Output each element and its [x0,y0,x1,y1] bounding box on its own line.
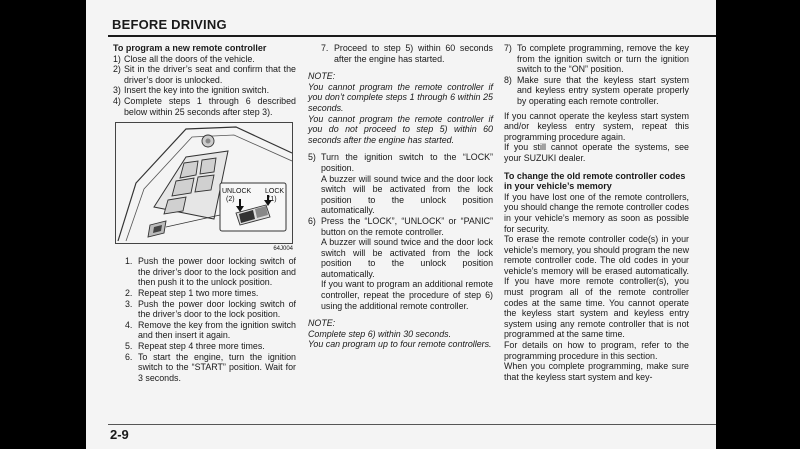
step-5 [308,152,493,216]
substep-text: To start the engine, turn the ignition switch to the “START” position. Wait for 3 seconds. [138,351,296,383]
substep-num: 7. [321,43,329,53]
step-text: Sit in the driver’s seat and confirm that the driver’s door is unlocked. [124,64,296,85]
substep-2 [125,288,296,299]
substep-5 [125,341,296,352]
column-3 [504,43,689,382]
paragraph: To erase the remote controller code(s) in your vehicle’s memory, you should program the new remote controller code. The old codes in your vehicle’s memory will be erased automatically. If you have more remote controller(s), you must program all of the remote controller codes at the same time. You cannot operate the keyless start system and keyless entry system using any remote controller that is not programmed at the same time. [504,234,689,340]
step-num: 5) [308,152,316,163]
paragraph: When you complete programming, make sure that the keyless start system and key- [504,361,689,382]
note-line: You cannot program the remote controller if you do not proceed to step 5) within 60 seconds after the engine has started. [308,113,493,145]
door-switch-illustration [116,123,293,244]
note-line: You cannot program the remote controller if you don’t complete steps 1 through 6 within 25 seconds. [308,81,493,113]
step-6 [308,216,493,311]
step-3 [113,85,296,96]
step-list-3 [504,43,689,107]
substep-text: Remove the key from the ignition switch and then insert it again. [138,319,296,341]
paragraph: If you have lost one of the remote controllers, you should change the remote controller codes in your vehicle’s memory as soon as possible for security. [504,191,689,234]
substep-text: Push the power door locking switch of the driver’s door to the lock position and then push it to the unlock position. [138,256,296,288]
step-num: 4) [113,95,121,106]
substep-num: 5. [125,340,133,351]
unlock-label: UNLOCK [222,188,252,196]
step-num: 3) [113,85,121,96]
step-detail: A buzzer will sound twice and the door lock switch will be activated from the lock position to the unlock position automatically. [321,173,493,216]
substep-3 [125,299,296,320]
step-text: Complete steps 1 through 6 described below within 25 seconds after step 3). [124,95,296,117]
substep-num: 6. [125,351,133,362]
step-1 [113,54,296,65]
column-2 [308,43,493,350]
step-detail: A buzzer will sound twice and the door lock switch will be activated from the lock position to the unlock position automatically. [321,237,493,279]
step-text: Insert the key into the ignition switch. [124,85,270,96]
step-list-1 [113,54,296,118]
header-rule [108,35,716,37]
step-num: 6) [308,215,316,226]
substep-num: 1. [125,256,133,267]
substep-num: 3. [125,298,133,309]
figure-code: 64J004 [273,246,293,253]
note-line: You can program up to four remote controllers. [308,339,492,350]
page-header-title: BEFORE DRIVING [112,17,227,32]
substep-6 [125,352,296,384]
lock-label: LOCK [265,188,285,196]
step-text: Press the “LOCK”, “UNLOCK” or “PANIC” button on the remote controller. [321,215,493,237]
paragraph: For details on how to program, refer to the programming procedure in this section. [504,340,689,361]
step-8 [504,75,689,107]
note-label: NOTE: [308,318,336,329]
step-4 [113,96,296,117]
unlock-number: (2) [226,196,235,204]
lock-number: (1) [268,196,277,204]
page-number: 2-9 [110,427,129,442]
substep-4 [125,320,296,341]
door-switch-figure [115,122,293,244]
substep-7 [321,43,493,64]
substep-num: 4. [125,319,133,330]
paragraph: If you still cannot operate the systems, see your SUZUKI dealer. [504,142,689,163]
substep-text: Repeat step 1 two more times. [138,287,259,298]
step-text: To complete programming, remove the key from the ignition switch or turn the ignition switch to the “ON” position. [517,43,689,75]
step-text: Make sure that the keyless start system and keyless entry system operate properly by operating each remote controller. [517,74,689,106]
substep-text: Proceed to step 5) within 60 seconds after the engine has started. [334,43,493,64]
section-heading-program: To program a new remote controller [113,43,267,53]
step-num: 2) [113,64,121,75]
substep-num: 2. [125,287,133,298]
footer-rule [108,424,716,425]
substep-text: Repeat step 4 three more times. [138,340,265,351]
step-list-2 [308,152,493,311]
step-num: 7) [504,43,512,53]
step-text: Turn the ignition switch to the “LOCK” position. [321,152,493,173]
step-text: Close all the doors of the vehicle. [124,53,255,64]
step-7 [504,43,689,75]
paragraph: If you cannot operate the keyless start system and/or keyless entry system, repeat this programming procedure again. [504,110,689,142]
note-label: NOTE: [308,71,336,82]
manual-page [86,0,716,449]
substep-list [125,256,296,383]
step-2 [113,64,296,85]
step-num: 8) [504,74,512,85]
substep-7-list [321,43,493,64]
column-1 [113,43,296,383]
step-detail: If you want to program an additional remote controller, repeat the procedure of step 6) using the additional remote controller. [321,279,493,311]
step-num: 1) [113,53,121,64]
note-line: Complete step 6) within 30 seconds. [308,328,452,339]
substep-1 [125,256,296,288]
substep-text: Push the power door locking switch of the driver’s door to the lock position. [138,298,296,320]
section-heading-change-codes: To change the old remote controller codes in your vehicle’s memory [504,170,686,192]
